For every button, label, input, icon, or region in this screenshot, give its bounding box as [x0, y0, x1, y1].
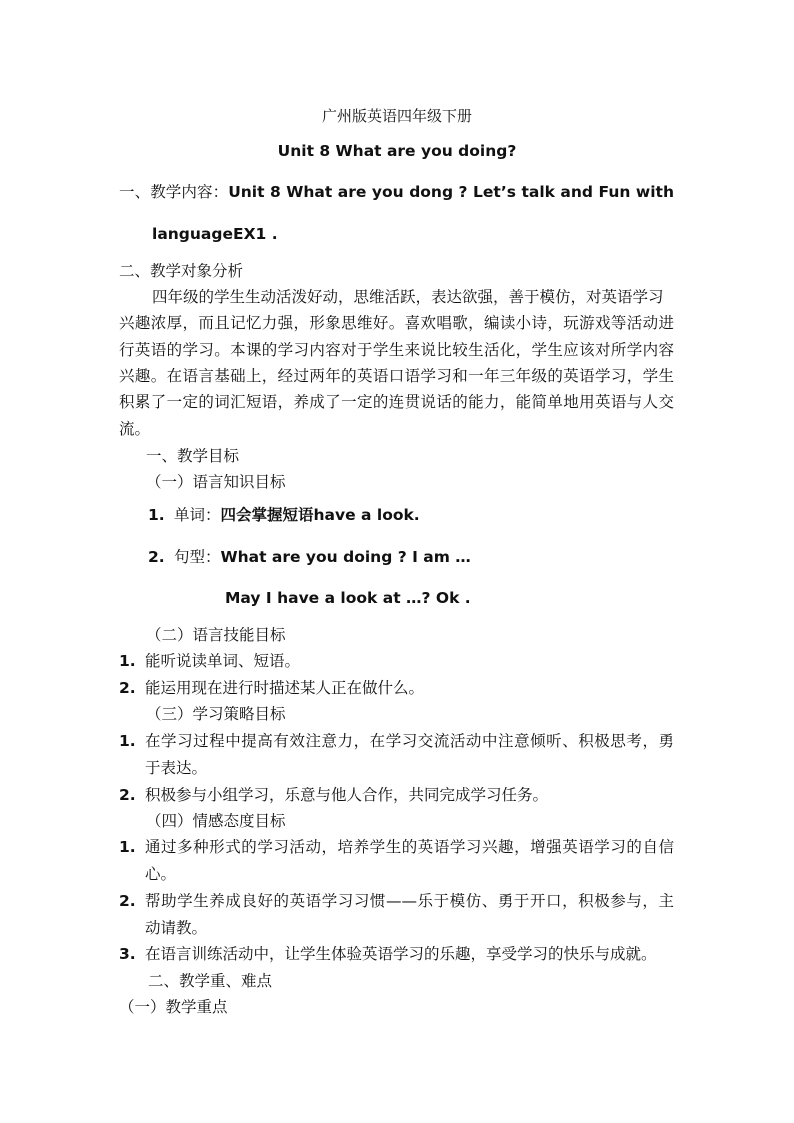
list-number: 2.	[119, 679, 136, 697]
attitude-heading: （四）情感态度目标	[146, 812, 286, 830]
item-text: What are you doing ? I am …	[220, 548, 471, 566]
section2-para-line: 四年级的学生生动活泼好动，思维活跃，表达欲强，善于模仿，对英语学习	[152, 288, 664, 306]
list-number: 1.	[119, 838, 136, 856]
section2-heading: 二、教学对象分析	[119, 262, 244, 280]
strategy-heading: （三）学习策略目标	[146, 705, 286, 723]
section2-para-line: 流。	[119, 420, 151, 438]
skills-item-1	[119, 651, 300, 671]
section2-para-line: 兴趣浓厚，而且记忆力强，形象思维好。喜欢唱歌，编读小诗，玩游戏等活动进	[119, 314, 674, 332]
doc-title: 广州版英语四年级下册	[321, 107, 472, 125]
strategy-item-1-cont: 于表达。	[145, 759, 208, 777]
knowledge-continuation: May I have a look at …? Ok .	[225, 589, 471, 607]
item-text: 在语言训练活动中，让学生体验英语学习的乐趣，享受学习的快乐与成就。	[145, 945, 657, 963]
knowledge-item-2	[148, 547, 471, 567]
strategy-item-1	[119, 731, 674, 751]
item-text: 通过多种形式的学习活动，培养学生的英语学习兴趣，增强英语学习的自信	[145, 838, 674, 856]
list-number: 3.	[119, 945, 136, 963]
item-text: 能听说读单词、短语。	[145, 652, 301, 670]
section1-line	[119, 182, 674, 202]
skills-heading: （二）语言技能目标	[146, 626, 286, 644]
list-number: 1.	[119, 732, 136, 750]
section1-text-a: Unit 8 What are you dong ? Let’s talk and Fun with	[228, 183, 674, 201]
goals-heading: 一、教学目标	[146, 447, 240, 465]
attitude-item-1	[119, 837, 674, 857]
attitude-item-2-cont: 动请教。	[145, 919, 208, 937]
knowledge-item-1	[148, 505, 420, 525]
attitude-item-3	[119, 944, 657, 964]
skills-item-2	[119, 678, 424, 698]
section1-prefix: 一、教学内容：	[119, 183, 229, 201]
item-text: 在学习过程中提高有效注意力，在学习交流活动中注意倾听、积极思考，勇	[145, 732, 674, 750]
list-number: 2.	[119, 786, 136, 804]
item-label: 句型：	[174, 548, 221, 566]
item-label: 单词：	[174, 506, 221, 524]
item-text: 能运用现在进行时描述某人正在做什么。	[145, 679, 425, 697]
section2-para-line: 兴趣。在语言基础上，经过两年的英语口语学习和一年三年级的英语学习，学生	[119, 367, 674, 385]
list-number: 1.	[119, 652, 136, 670]
item-text: 四会掌握短语have a look.	[220, 506, 420, 524]
keypoints-sub: （一）教学重点	[119, 998, 228, 1016]
knowledge-heading: （一）语言知识目标	[146, 473, 286, 491]
section2-para-line: 积累了一定的词汇短语，养成了一定的连贯说话的能力，能简单地用英语与人交	[119, 393, 674, 411]
doc-subtitle: Unit 8 What are you doing?	[277, 142, 517, 160]
item-text: 积极参与小组学习，乐意与他人合作，共同完成学习任务。	[145, 786, 549, 804]
section1-text-b: languageEX1 .	[152, 225, 278, 243]
list-number: 2.	[148, 548, 165, 566]
attitude-item-1-cont: 心。	[145, 865, 177, 883]
list-number: 1.	[148, 506, 165, 524]
section2-para-line: 行英语的学习。本课的学习内容对于学生来说比较生活化，学生应该对所学内容	[119, 341, 674, 359]
strategy-item-2	[119, 785, 548, 805]
keypoints-heading: 二、教学重、难点	[148, 972, 273, 990]
list-number: 2.	[119, 892, 136, 910]
attitude-item-2	[119, 891, 674, 911]
item-text: 帮助学生养成良好的英语学习习惯——乐于模仿、勇于开口，积极参与，主	[145, 892, 674, 910]
